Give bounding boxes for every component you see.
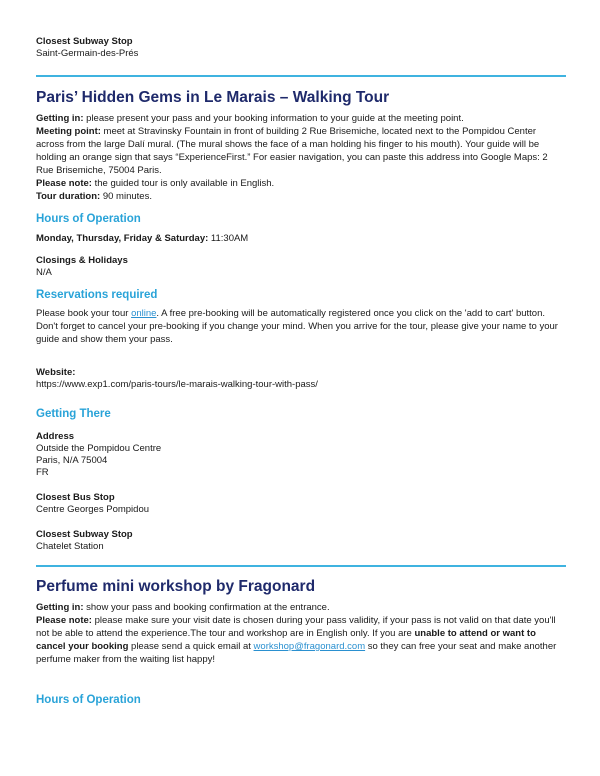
- getting-there-heading: Getting There: [36, 408, 111, 420]
- tour-reservations-text: Please book your tour online. A free pre-booking will be automatically registered once you click on the 'add to cart' button. Don't forget to cancel your pre-booking if you change your mind. When you arrive for the tour, please give your name to your guide and show them your pass.: [36, 308, 558, 345]
- perfume-note: Please note: please make sure your visit date is chosen during your pass validity, if your pass is not valid on that date you'll not be able to attend the experience.The tour and workshop are in English only. If you are unable to attend or want to cancel your booking please send a quick email at workshop@fragonard.com so they can free your seat and make another perfume maker from the waiting list happy!: [36, 615, 557, 665]
- online-link[interactable]: online: [131, 308, 157, 319]
- tour-title: Paris’ Hidden Gems in Le Marais – Walking Tour: [36, 89, 390, 106]
- address-line-3: FR: [36, 467, 49, 478]
- top-subway-label: Closest Subway Stop: [36, 36, 133, 47]
- subway-stop-label: Closest Subway Stop: [36, 529, 133, 540]
- tour-closings-value: N/A: [36, 267, 52, 278]
- section-divider: [36, 565, 566, 567]
- section-divider: [36, 75, 566, 77]
- address-line-2: Paris, N/A 75004: [36, 455, 108, 466]
- subway-stop-value: Chatelet Station: [36, 541, 104, 552]
- tour-website-value: https://www.exp1.com/paris-tours/le-marais-walking-tour-with-pass/: [36, 379, 318, 390]
- tour-getting-in: Getting in: please present your pass and your booking information to your guide at the meeting point.: [36, 113, 464, 124]
- document-page: [36, 36, 566, 707]
- address-label: Address: [36, 431, 75, 442]
- perfume-title: Perfume mini workshop by Fragonard: [36, 578, 316, 595]
- tour-website-label: Website:: [36, 367, 76, 378]
- top-subway-value: Saint-Germain-des-Prés: [36, 48, 139, 59]
- tour-note: Please note: the guided tour is only available in English.: [36, 178, 275, 189]
- tour-meeting-point: Meeting point: meet at Stravinsky Fountain in front of building 2 Rue Brisemiche, located next to the Pompidou Center across from the large Dalí mural. (The mural shows the face of a man holding his finger to his mouth). Your guide will be holding an orange sign that says “ExperienceFirst.” For easier navigation, you can paste this address into Google Maps: 2 Rue Brisemiche, 75004 Paris.: [36, 126, 548, 176]
- tour-reservations-heading: Reservations required: [36, 289, 158, 301]
- tour-hours: Monday, Thursday, Friday & Saturday: 11:30AM: [36, 233, 249, 244]
- address-line-1: Outside the Pompidou Centre: [36, 443, 162, 454]
- email-link[interactable]: workshop@fragonard.com: [253, 641, 366, 652]
- perfume-hours-heading: Hours of Operation: [36, 694, 141, 706]
- bus-stop-label: Closest Bus Stop: [36, 492, 115, 503]
- tour-duration: Tour duration: 90 minutes.: [36, 191, 152, 202]
- tour-closings-label: Closings & Holidays: [36, 255, 128, 266]
- tour-hours-heading: Hours of Operation: [36, 213, 141, 225]
- bus-stop-value: Centre Georges Pompidou: [36, 504, 150, 515]
- perfume-getting-in: Getting in: show your pass and booking confirmation at the entrance.: [36, 602, 330, 613]
